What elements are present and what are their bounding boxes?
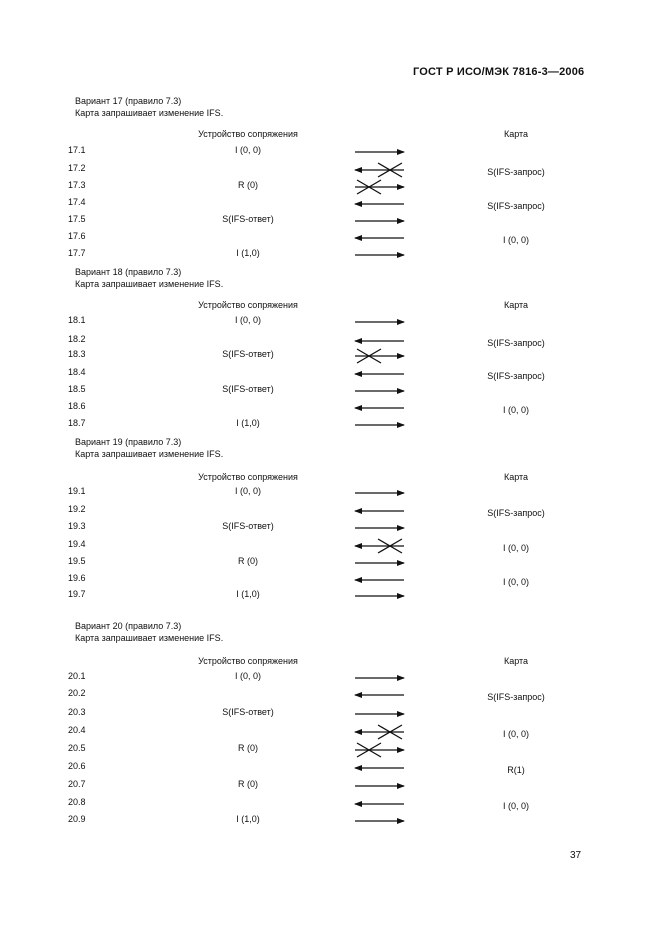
arrow-right-icon	[349, 811, 409, 831]
step-number: 20.9	[68, 814, 86, 824]
crossed-arrow-left-icon	[349, 722, 409, 742]
device-message: I (1,0)	[236, 248, 260, 258]
device-message: I (0, 0)	[234, 671, 262, 681]
step-number: 19.4	[68, 539, 86, 549]
card-message: I (0, 0)	[502, 405, 530, 415]
step-number: 19.2	[68, 504, 86, 514]
card-message: R(1)	[507, 765, 525, 775]
step-number: 17.2	[68, 163, 86, 173]
step-number: 18.3	[68, 349, 86, 359]
column-header-device: Устройство сопряжения	[198, 129, 298, 139]
column-header-card: Карта	[503, 472, 529, 482]
arrow-right-icon	[349, 312, 409, 332]
device-message: I (0, 0)	[234, 315, 262, 325]
step-number: 20.2	[68, 688, 86, 698]
step-number: 18.4	[68, 367, 86, 377]
variant-subtitle: Карта запрашивает изменение IFS.	[75, 279, 224, 289]
device-message: S(IFS-ответ)	[222, 707, 274, 717]
device-message: R (0)	[238, 779, 258, 789]
step-number: 18.6	[68, 401, 86, 411]
card-message: I (0, 0)	[502, 577, 530, 587]
document-header: ГОСТ Р ИСО/МЭК 7816-3—2006	[413, 66, 585, 78]
card-message: S(IFS-запрос)	[487, 692, 545, 702]
step-number: 19.6	[68, 573, 86, 583]
step-number: 17.6	[68, 231, 86, 241]
step-number: 17.1	[68, 145, 86, 155]
arrow-right-icon	[349, 776, 409, 796]
step-number: 20.1	[68, 671, 86, 681]
arrow-right-icon	[349, 483, 409, 503]
arrow-right-icon	[349, 142, 409, 162]
variant-title: Вариант 17 (правило 7.3)	[75, 96, 182, 106]
page-number: 37	[570, 850, 582, 861]
step-number: 17.4	[68, 197, 86, 207]
step-number: 18.7	[68, 418, 86, 428]
step-number: 18.5	[68, 384, 86, 394]
card-message: I (0, 0)	[502, 801, 530, 811]
device-message: I (1,0)	[236, 814, 260, 824]
variant-subtitle: Карта запрашивает изменение IFS.	[75, 108, 224, 118]
column-header-device: Устройство сопряжения	[198, 656, 298, 666]
device-message: R (0)	[238, 556, 258, 566]
device-message: I (0, 0)	[234, 486, 262, 496]
variant-title: Вариант 18 (правило 7.3)	[75, 267, 182, 277]
arrow-left-icon	[349, 758, 409, 778]
step-number: 20.7	[68, 779, 86, 789]
arrow-left-icon	[349, 685, 409, 705]
step-number: 17.7	[68, 248, 86, 258]
arrow-right-icon	[349, 586, 409, 606]
device-message: I (1,0)	[236, 418, 260, 428]
card-message: S(IFS-запрос)	[487, 508, 545, 518]
crossed-arrow-right-icon	[349, 346, 409, 366]
arrow-right-icon	[349, 518, 409, 538]
device-message: I (1,0)	[236, 589, 260, 599]
device-message: S(IFS-ответ)	[222, 521, 274, 531]
column-header-device: Устройство сопряжения	[198, 472, 298, 482]
card-message: I (0, 0)	[502, 543, 530, 553]
device-message: S(IFS-ответ)	[222, 384, 274, 394]
column-header-device: Устройство сопряжения	[198, 300, 298, 310]
step-number: 18.2	[68, 334, 86, 344]
device-message: I (0, 0)	[234, 145, 262, 155]
step-number: 20.4	[68, 725, 86, 735]
variant-title: Вариант 19 (правило 7.3)	[75, 437, 182, 447]
variant-title: Вариант 20 (правило 7.3)	[75, 621, 182, 631]
column-header-card: Карта	[503, 300, 529, 310]
device-message: S(IFS-ответ)	[222, 214, 274, 224]
step-number: 18.1	[68, 315, 86, 325]
step-number: 19.1	[68, 486, 86, 496]
column-header-card: Карта	[503, 656, 529, 666]
card-message: I (0, 0)	[502, 235, 530, 245]
step-number: 17.3	[68, 180, 86, 190]
arrow-right-icon	[349, 245, 409, 265]
step-number: 19.5	[68, 556, 86, 566]
variant-subtitle: Карта запрашивает изменение IFS.	[75, 633, 224, 643]
card-message: I (0, 0)	[502, 729, 530, 739]
card-message: S(IFS-запрос)	[487, 201, 545, 211]
step-number: 17.5	[68, 214, 86, 224]
card-message: S(IFS-запрос)	[487, 371, 545, 381]
variant-subtitle: Карта запрашивает изменение IFS.	[75, 449, 224, 459]
card-message: S(IFS-запрос)	[487, 338, 545, 348]
crossed-arrow-right-icon	[349, 740, 409, 760]
device-message: S(IFS-ответ)	[222, 349, 274, 359]
step-number: 19.3	[68, 521, 86, 531]
arrow-right-icon	[349, 704, 409, 724]
device-message: R (0)	[238, 180, 258, 190]
arrow-right-icon	[349, 415, 409, 435]
step-number: 20.8	[68, 797, 86, 807]
step-number: 20.5	[68, 743, 86, 753]
card-message: S(IFS-запрос)	[487, 167, 545, 177]
column-header-card: Карта	[503, 129, 529, 139]
step-number: 20.6	[68, 761, 86, 771]
step-number: 19.7	[68, 589, 86, 599]
step-number: 20.3	[68, 707, 86, 717]
device-message: R (0)	[238, 743, 258, 753]
